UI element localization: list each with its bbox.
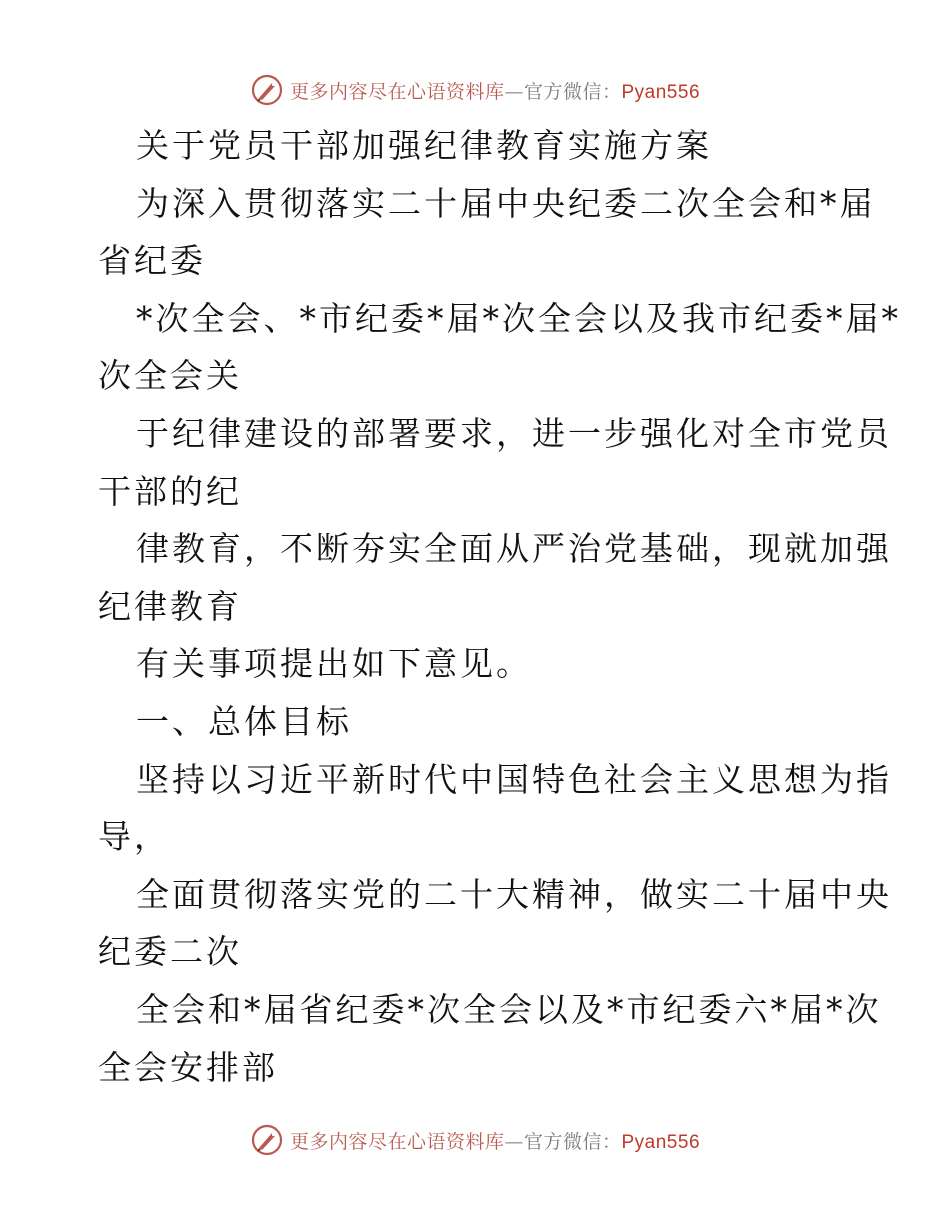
header-watermark <box>0 70 950 110</box>
paragraph-line: 全会和*届省纪委*次全会以及*市纪委六*届*次 <box>136 989 882 1029</box>
paragraph-line: 纪律教育 <box>98 586 242 626</box>
paragraph-line: 有关事项提出如下意见。 <box>136 644 532 684</box>
paragraph-line: 全面贯彻落实党的二十大精神，做实二十届中央 <box>136 874 892 914</box>
paragraph-line: 坚持以习近平新时代中国特色社会主义思想为指 <box>136 759 892 799</box>
document-body <box>98 117 901 1096</box>
watermark-site: 更多内容尽在心语资料库 <box>289 1130 505 1153</box>
watermark-account: Pyan556 <box>621 1131 701 1153</box>
watermark-dash: — <box>504 1130 524 1153</box>
paragraph-line: *次全会、*市纪委*届*次全会以及我市纪委*届* <box>136 298 901 338</box>
watermark-site: 更多内容尽在心语资料库 <box>289 80 505 103</box>
paragraph-line: 次全会关 <box>98 356 242 396</box>
section-heading: 一、总体目标 <box>136 701 352 741</box>
paragraph-line: 干部的纪 <box>98 471 242 511</box>
paragraph-line: 于纪律建设的部署要求，进一步强化对全市党员 <box>136 413 892 453</box>
paragraph-line: 导， <box>98 817 170 857</box>
watermark-dash: — <box>504 80 524 103</box>
paragraph-line: 为深入贯彻落实二十届中央纪委二次全会和*届 <box>136 183 876 223</box>
watermark-text <box>290 1127 700 1154</box>
pen-logo-icon <box>250 73 284 107</box>
watermark-text <box>290 77 700 104</box>
document-title: 关于党员干部加强纪律教育实施方案 <box>136 126 712 165</box>
paragraph-line: 全会安排部 <box>98 1047 278 1087</box>
footer-watermark <box>0 1120 950 1160</box>
pen-logo-icon <box>250 1123 284 1157</box>
watermark-wechat-label: 官方微信： <box>523 80 622 103</box>
paragraph-line: 纪委二次 <box>98 932 242 972</box>
watermark-account: Pyan556 <box>621 81 701 103</box>
paragraph-line: 省纪委 <box>98 241 206 281</box>
watermark-wechat-label: 官方微信： <box>523 1130 622 1153</box>
paragraph-line: 律教育，不断夯实全面从严治党基础，现就加强 <box>136 529 892 569</box>
